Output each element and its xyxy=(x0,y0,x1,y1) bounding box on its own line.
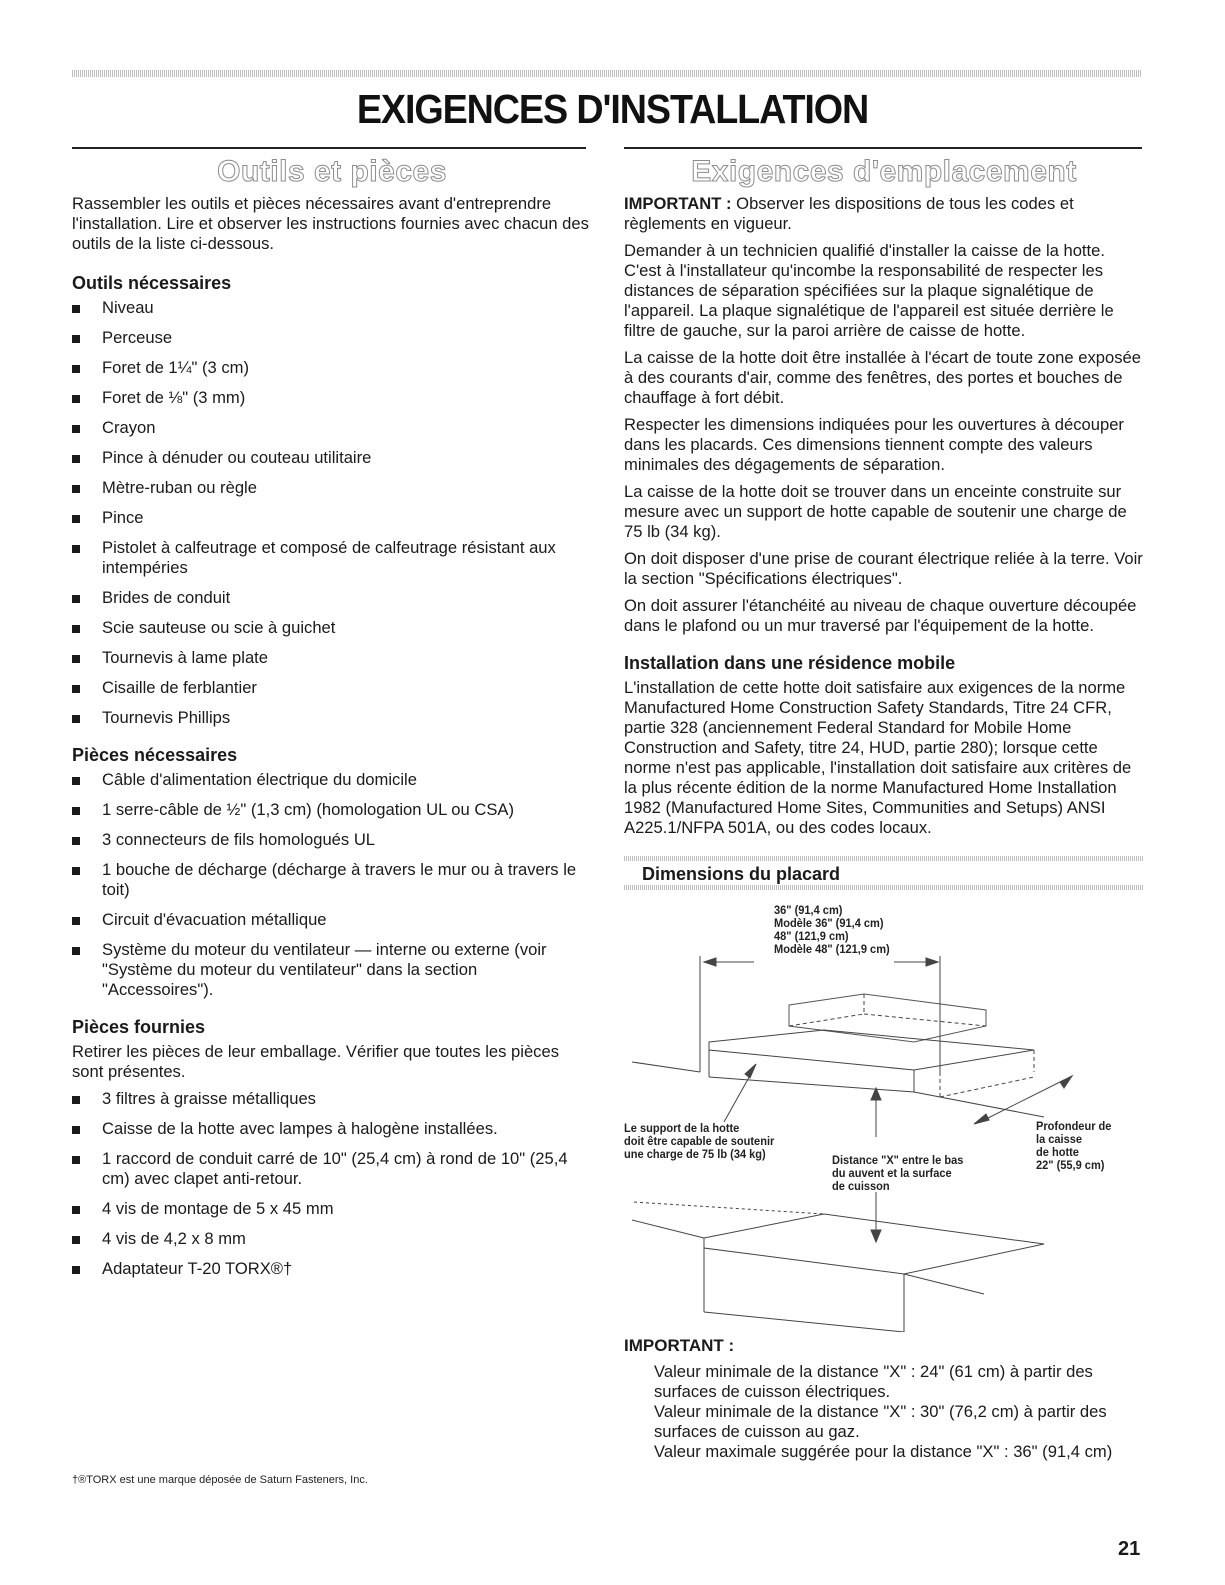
bullet-icon xyxy=(72,545,80,553)
list-item: Niveau xyxy=(72,298,592,318)
bullet-icon xyxy=(72,395,80,403)
page-title: EXIGENCES D'INSTALLATION xyxy=(356,86,869,132)
list-item: Pistolet à calfeutrage et composé de calfeutrage résistant aux intempéries xyxy=(72,538,592,578)
list-item: Scie sauteuse ou scie à guichet xyxy=(72,618,592,638)
list-item: Brides de conduit xyxy=(72,588,592,608)
left-column xyxy=(72,150,592,1289)
bullet-icon xyxy=(72,625,80,633)
important-title: IMPORTANT : xyxy=(624,1336,735,1355)
bullet-icon xyxy=(72,1096,80,1104)
tools-intro: Rassembler les outils et pièces nécessaires avant d'entreprendre l'installation. Lire et observer les instructions fournies avec chacun des outils de la liste ci-dessous. xyxy=(72,194,589,253)
bullet-icon xyxy=(72,1126,80,1134)
important-line: Valeur maximale suggérée pour la distance "X" : 36" (91,4 cm) xyxy=(654,1442,1113,1461)
list-item: Pince à dénuder ou couteau utilitaire xyxy=(72,448,592,468)
list-item: 4 vis de 4,2 x 8 mm xyxy=(72,1229,592,1249)
list-item: 1 raccord de conduit carré de 10" (25,4 cm) à rond de 10" (25,4 cm) avec clapet anti-retour. xyxy=(72,1149,592,1189)
list-item: 1 bouche de décharge (décharge à travers le mur ou à travers le toit) xyxy=(72,860,592,900)
section-title-location: Exigences d'emplacement xyxy=(691,155,1077,188)
bullet-icon xyxy=(72,595,80,603)
bullet-icon xyxy=(72,1156,80,1164)
parts-supplied-intro: Retirer les pièces de leur emballage. Vérifier que toutes les pièces sont présentes. xyxy=(72,1042,560,1081)
cabinet-dimensions-diagram xyxy=(624,902,1144,1332)
paragraph: Demander à un technicien qualifié d'installer la caisse de la hotte. C'est à l'installateur qu'incombe la responsabilité de respecter les distances de séparation spécifiées sur la plaque signalétique de l'appareil. La plaque signalétique de l'appareil est située derrière le filtre de gauche, sur la paroi arrière de caisse de hotte. xyxy=(624,241,1114,340)
footnote: †®TORX est une marque déposée de Saturn Fasteners, Inc. xyxy=(72,1474,368,1486)
important-label: IMPORTANT : xyxy=(624,194,732,213)
bullet-icon xyxy=(72,1206,80,1214)
bullet-icon xyxy=(72,807,80,815)
bullet-icon xyxy=(72,485,80,493)
list-item: Caisse de la hotte avec lampes à halogène installées. xyxy=(72,1119,592,1139)
support-label: Le support de la hotte doit être capable de soutenir une charge de 75 lb (34 kg) xyxy=(624,1121,775,1161)
bullet-icon xyxy=(72,1266,80,1274)
depth-label: Profondeur de la caisse de hotte 22" (55,9 cm) xyxy=(1036,1119,1112,1172)
list-item: Pince xyxy=(72,508,592,528)
left-column-rule xyxy=(72,147,586,149)
bullet-icon xyxy=(72,425,80,433)
distance-x-label: Distance "X" entre le bas du auvent et la surface de cuisson xyxy=(832,1153,964,1193)
bullet-icon xyxy=(72,685,80,693)
cabinet-diagram-drawing xyxy=(624,902,1144,1332)
important-line: Valeur minimale de la distance "X" : 24" (61 cm) à partir des surfaces de cuisson électriques. xyxy=(654,1362,1093,1401)
bullet-icon xyxy=(72,655,80,663)
bullet-icon xyxy=(72,947,80,955)
list-item: Mètre-ruban ou règle xyxy=(72,478,592,498)
list-item: Cisaille de ferblantier xyxy=(72,678,592,698)
list-item: Tournevis à lame plate xyxy=(72,648,592,668)
list-item: 4 vis de montage de 5 x 45 mm xyxy=(72,1199,592,1219)
list-item: Câble d'alimentation électrique du domicile xyxy=(72,770,592,790)
list-item: Système du moteur du ventilateur — interne ou externe (voir "Système du moteur du ventilateur" dans la section "Accessoires"). xyxy=(72,940,592,1000)
parts-needed-list xyxy=(72,770,592,1000)
bullet-icon xyxy=(72,305,80,313)
list-item: Perceuse xyxy=(72,328,592,348)
bullet-icon xyxy=(72,455,80,463)
bullet-icon xyxy=(72,1236,80,1244)
bullet-icon xyxy=(72,867,80,875)
paragraph: La caisse de la hotte doit se trouver dans un enceinte construite sur mesure avec un support de hotte capable de soutenir une charge de 75 lb (34 kg). xyxy=(624,482,1127,541)
parts-needed-heading: Pièces nécessaires xyxy=(72,745,238,765)
mobile-home-heading: Installation dans une résidence mobile xyxy=(624,653,956,673)
list-item: Circuit d'évacuation métallique xyxy=(72,910,592,930)
paragraph: La caisse de la hotte doit être installée à l'écart de toute zone exposée à des courants d'air, comme des fenêtres, des portes et bouches de chauffage à fort débit. xyxy=(624,348,1141,407)
bullet-icon xyxy=(72,837,80,845)
important-note xyxy=(624,194,1144,234)
important-values xyxy=(624,1362,1144,1462)
parts-supplied-list xyxy=(72,1089,592,1279)
right-column xyxy=(624,150,1144,1462)
list-item: Crayon xyxy=(72,418,592,438)
list-item: Tournevis Phillips xyxy=(72,708,592,728)
list-item: 3 filtres à graisse métalliques xyxy=(72,1089,592,1109)
dimensions-heading: Dimensions du placard xyxy=(642,864,841,884)
bullet-icon xyxy=(72,715,80,723)
tools-heading: Outils nécessaires xyxy=(72,273,232,293)
mobile-home-text: L'installation de cette hotte doit satisfaire aux exigences de la norme Manufactured Home Construction Safety Standards, Titre 24 CFR, partie 328 (anciennement Federal Standard for Mobile Home Construction and Safety, titre 24, HUD, partie 280); lorsque cette norme n'est pas applicable, l'installation doit satisfaire aux critères de la plus récente édition de la norme Manufactured Home Installation 1982 (Manufactured Home Sites, Communities and Setups) ANSI A225.1/NFPA 501A, ou des codes locaux. xyxy=(624,678,1132,837)
bullet-icon xyxy=(72,917,80,925)
header-rule xyxy=(72,70,1142,77)
dimensions-banner xyxy=(624,850,1144,896)
list-item: Foret de ⅛" (3 mm) xyxy=(72,388,592,408)
list-item: Adaptateur T-20 TORX®† xyxy=(72,1259,592,1279)
paragraph: On doit assurer l'étanchéité au niveau de chaque ouverture découpée dans le plafond ou un mur traversé par l'équipement de la hotte. xyxy=(624,596,1137,635)
right-column-rule xyxy=(624,147,1142,149)
list-item: 1 serre-câble de ½" (1,3 cm) (homologation UL ou CSA) xyxy=(72,800,592,820)
bullet-icon xyxy=(72,335,80,343)
bullet-icon xyxy=(72,365,80,373)
list-item: 3 connecteurs de fils homologués UL xyxy=(72,830,592,850)
paragraph: On doit disposer d'une prise de courant électrique reliée à la terre. Voir la section "Spécifications électriques". xyxy=(624,549,1143,588)
bullet-icon xyxy=(72,777,80,785)
bullet-icon xyxy=(72,515,80,523)
important-line: Valeur minimale de la distance "X" : 30" (76,2 cm) à partir des surfaces de cuisson au gaz. xyxy=(654,1402,1107,1441)
parts-supplied-heading: Pièces fournies xyxy=(72,1017,206,1037)
tools-list xyxy=(72,298,592,728)
list-item: Foret de 1¼" (3 cm) xyxy=(72,358,592,378)
section-title-tools-parts: Outils et pièces xyxy=(217,155,447,188)
width-label: 36" (91,4 cm) Modèle 36" (91,4 cm) 48" (121,9 cm) Modèle 48" (121,9 cm) xyxy=(774,903,890,956)
important-text: Observer les dispositions de tous les codes et règlements en vigueur. xyxy=(624,194,1074,233)
paragraph: Respecter les dimensions indiquées pour les ouvertures à découper dans les placards. Ces dimensions tiennent compte des valeurs minimales des dégagements de séparation. xyxy=(624,415,1124,474)
page-number: 21 xyxy=(1118,1538,1141,1560)
